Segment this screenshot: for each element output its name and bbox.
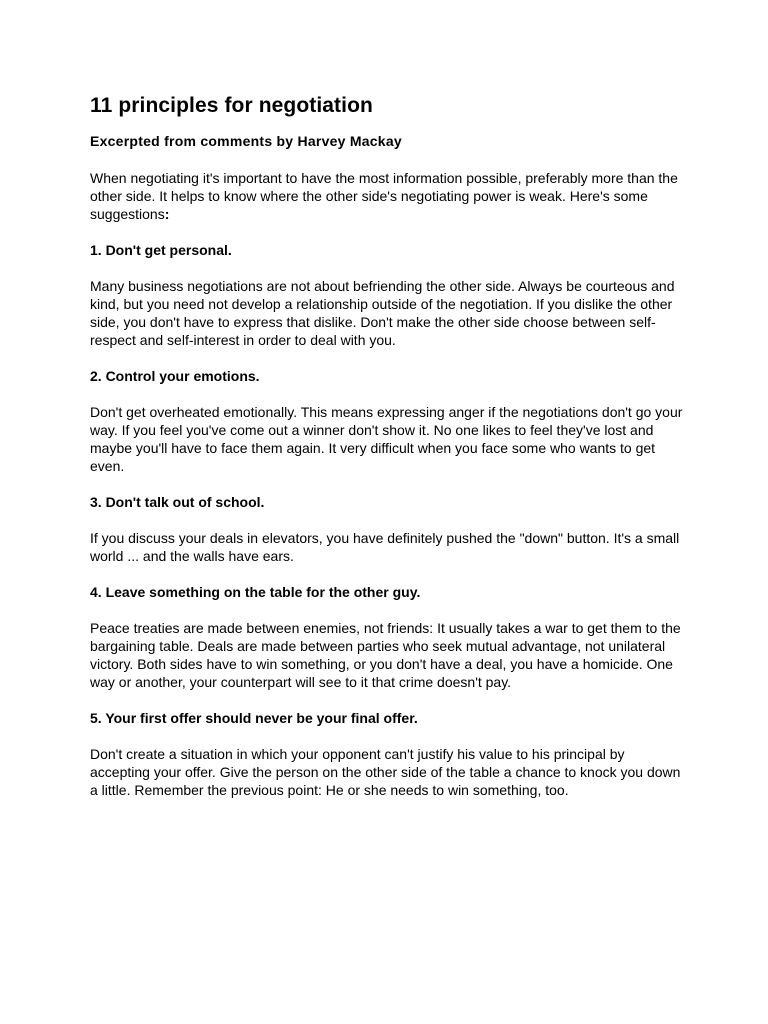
- byline: Excerpted from comments by Harvey Mackay: [90, 133, 402, 149]
- document-title: 11 principles for negotiation: [90, 94, 373, 117]
- principle-5: [90, 709, 688, 799]
- principle-body: Don't get overheated emotionally. This means expressing anger if the negotiations don't go your way. If you feel you've come out a winner don't show it. No one likes to feel they've lost and maybe you'll have to face them again. It very difficult when you face some who wants to get even.: [90, 404, 683, 474]
- principle-heading: 1. Don't get personal.: [90, 242, 232, 258]
- principle-heading: 4. Leave something on the table for the other guy.: [90, 584, 421, 600]
- principle-body: Don't create a situation in which your opponent can't justify his value to his principal by accepting your offer. Give the person on the other side of the table a chance to knock you down a little. Remember the previous point: He or she needs to win something, too.: [90, 746, 681, 798]
- principle-heading: 5. Your first offer should never be your final offer.: [90, 710, 418, 726]
- principle-1: [90, 241, 688, 349]
- intro-paragraph: [90, 169, 688, 223]
- intro-text: When negotiating it's important to have the most information possible, preferably more than the other side. It helps to know where the other side's negotiating power is weak. Here's some suggestions: [90, 170, 678, 222]
- principle-body: If you discuss your deals in elevators, you have definitely pushed the "down" button. It's a small world ... and the walls have ears.: [90, 530, 680, 564]
- principle-heading: 3. Don't talk out of school.: [90, 494, 265, 510]
- principle-body: Many business negotiations are not about befriending the other side. Always be courteous and kind, but you need not develop a relationship outside of the negotiation. If you dislike the other side, you don't have to express that dislike. Don't make the other side choose between self-respect and self-interest in order to deal with you.: [90, 278, 675, 348]
- principle-heading: 2. Control your emotions.: [90, 368, 260, 384]
- intro-colon: :: [164, 206, 170, 222]
- principle-body: Peace treaties are made between enemies, not friends: It usually takes a war to get them to the bargaining table. Deals are made between parties who seek mutual advantage, not unilateral victory. Both sides have to win something, or you don't have a deal, you have a homicide. One way or another, your counterpart will see to it that crime doesn't pay.: [90, 620, 681, 690]
- principle-3: [90, 493, 688, 565]
- document-page: [90, 92, 688, 817]
- principle-2: [90, 367, 688, 475]
- principle-4: [90, 583, 688, 691]
